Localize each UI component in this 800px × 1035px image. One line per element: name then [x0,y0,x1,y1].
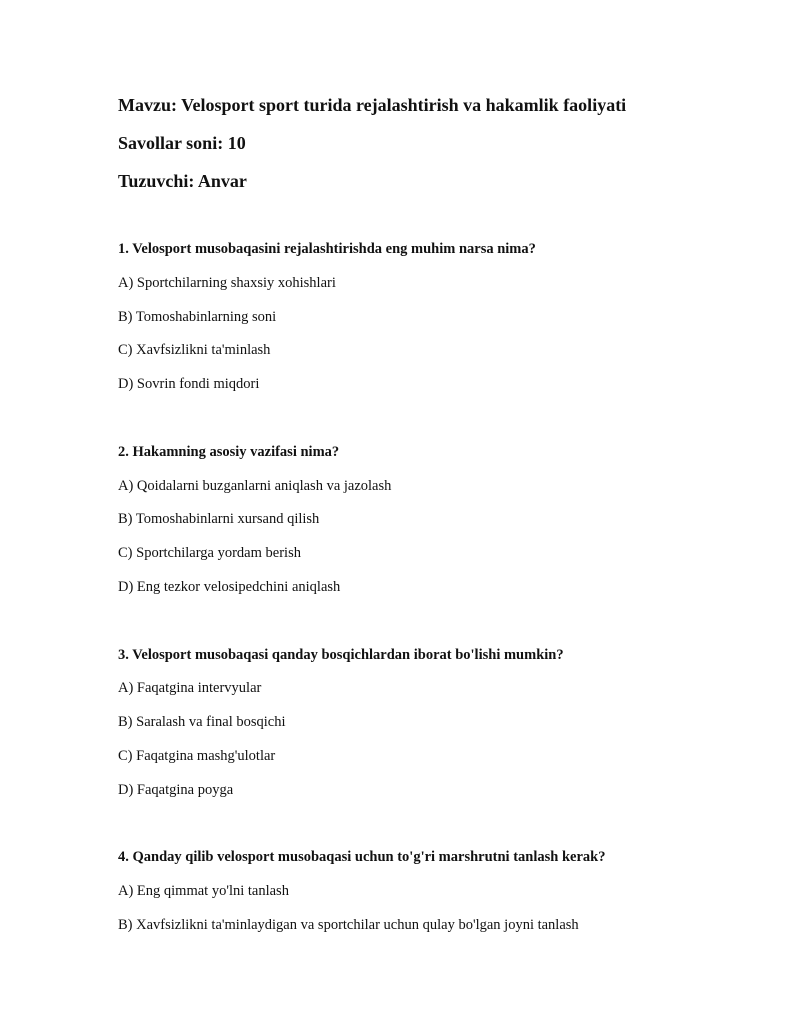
answer-option: A) Qoidalarni buzganlarni aniqlash va jazolash [118,478,392,494]
answer-option: B) Xavfsizlikni ta'minlaydigan va sportchilar uchun qulay bo'lgan joyni tanlash [118,917,579,933]
author-heading: Tuzuvchi: Anvar [118,171,247,191]
answer-option: D) Sovrin fondi miqdori [118,376,260,392]
answer-option: C) Faqatgina mashg'ulotlar [118,748,276,764]
answer-option: C) Sportchilarga yordam berish [118,545,301,561]
question-title: 1. Velosport musobaqasini rejalashtirishda eng muhim narsa nima? [118,241,536,257]
answer-option: B) Tomoshabinlarning soni [118,309,277,325]
answer-option: A) Eng qimmat yo'lni tanlash [118,883,289,899]
question-title: 4. Qanday qilib velosport musobaqasi uchun to'g'ri marshrutni tanlash kerak? [118,849,606,865]
question-title: 2. Hakamning asosiy vazifasi nima? [118,444,340,460]
question-count-heading: Savollar soni: 10 [118,133,246,153]
topic-heading: Mavzu: Velosport sport turida rejalashtirish va hakamlik faoliyati [118,95,627,115]
answer-option: D) Eng tezkor velosipedchini aniqlash [118,579,341,595]
answer-option: A) Sportchilarning shaxsiy xohishlari [118,275,336,291]
question-title: 3. Velosport musobaqasi qanday bosqichlardan iborat bo'lishi mumkin? [118,647,564,663]
answer-option: C) Xavfsizlikni ta'minlash [118,342,271,358]
answer-option: B) Saralash va final bosqichi [118,714,286,730]
answer-option: B) Tomoshabinlarni xursand qilish [118,511,320,527]
answer-option: D) Faqatgina poyga [118,782,234,798]
answer-option: A) Faqatgina intervyular [118,680,262,696]
